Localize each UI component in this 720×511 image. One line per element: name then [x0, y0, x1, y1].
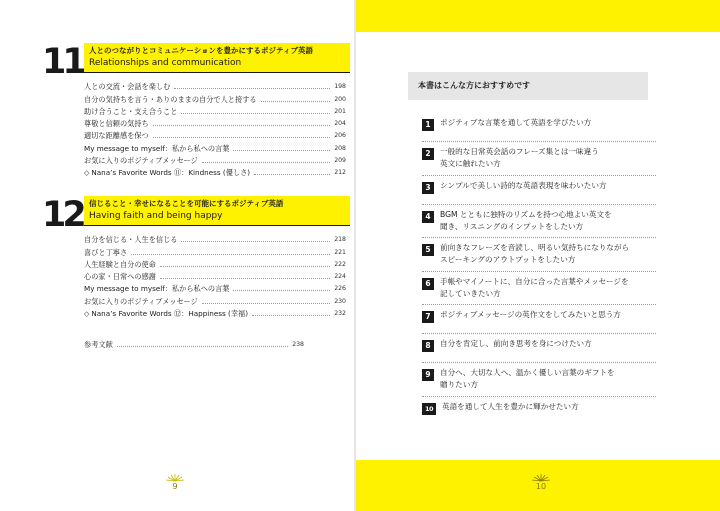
- toc-entry-page: 218: [334, 236, 346, 244]
- toc-entry[interactable]: [84, 141, 346, 153]
- list-item: [422, 142, 656, 176]
- item-text: シンプルで美しい詩的な英語表現を味わいたい方: [440, 180, 607, 190]
- item-number: 7: [422, 311, 434, 323]
- toc-entry-title: My message to myself：私から私への言葉: [84, 284, 230, 294]
- chapter-heading: [84, 43, 350, 73]
- list-item: [422, 363, 656, 397]
- left-page: [0, 0, 354, 511]
- item-number: 9: [422, 369, 434, 381]
- toc-entry-title: 人生経験と自分の使命: [84, 259, 156, 269]
- chapter-number: 12: [42, 195, 83, 235]
- recommendation-list: [422, 113, 656, 426]
- toc-entry-page: 209: [334, 157, 346, 165]
- toc-entry[interactable]: [84, 270, 346, 282]
- leader-dots: [174, 88, 330, 89]
- chapter-title-en: Relationships and communication: [89, 58, 242, 68]
- page-number: 10: [535, 482, 547, 491]
- leader-dots: [233, 150, 330, 151]
- item-number: 2: [422, 148, 434, 160]
- leader-dots: [202, 303, 330, 304]
- sunburst-icon: [529, 472, 553, 482]
- item-text: [440, 367, 615, 391]
- item-number: 1: [422, 119, 434, 131]
- toc-entry-title: 尊敬と信頼の気持ち: [84, 119, 149, 129]
- chapter-title-jp: 信じること・幸せになることを可能にするポジティブ英語: [89, 199, 284, 208]
- item-number: 8: [422, 340, 434, 352]
- item-line-2: 記していきたい方: [440, 288, 501, 298]
- toc-entry-title: 助け合うこと・支え合うこと: [84, 106, 178, 116]
- toc-entry-page: 232: [334, 310, 346, 318]
- leader-dots: [117, 346, 288, 347]
- toc-entry-title: [84, 309, 248, 319]
- chapter-12: [42, 195, 346, 336]
- item-line-2: 聞き、リスニングのインプットをしたい方: [440, 221, 584, 231]
- list-item: [422, 305, 656, 334]
- toc-list: [84, 80, 346, 178]
- item-line-2: 英文に触れたい方: [440, 159, 501, 168]
- recommendation-header: [408, 72, 648, 100]
- recommendation-title: 本書はこんな方におすすめです: [418, 81, 531, 90]
- toc-entry-page: 230: [334, 297, 346, 305]
- toc-entry-title: お気に入りのポジティブメッセージ: [84, 156, 198, 166]
- item-number: 6: [422, 278, 434, 290]
- chapter-title-jp: 人とのつながりとコミュニケーションを豊かにするポジティブ英語: [89, 46, 313, 55]
- toc-entry-title: [84, 168, 250, 178]
- diamond-icon: ◇: [84, 169, 90, 178]
- toc-entry-page: 200: [334, 95, 346, 103]
- toc-entry-title: 心の家・日常への感謝: [84, 272, 156, 282]
- leader-dots: [252, 315, 330, 316]
- leader-dots: [254, 174, 330, 175]
- toc-entry[interactable]: [84, 294, 346, 306]
- item-line-2: 贈りたい方: [440, 380, 478, 389]
- leader-dots: [160, 278, 330, 279]
- toc-entry[interactable]: [84, 129, 346, 141]
- toc-entry-title: 自分の気持ちを言う・ありのままの自分で人と接する: [84, 94, 257, 104]
- page-folio-right: [526, 472, 556, 502]
- toc-entry[interactable]: [84, 105, 346, 117]
- toc-entry-page: 198: [334, 83, 346, 91]
- chapter-title-en: Having faith and being happy: [89, 211, 223, 221]
- item-number: 4: [422, 211, 434, 223]
- list-item: [422, 113, 656, 142]
- toc-entry[interactable]: [84, 154, 346, 166]
- item-text: 英語を通して人生を豊かに輝かせたい方: [442, 401, 579, 411]
- leader-dots: [233, 290, 330, 291]
- toc-entry-page: 204: [334, 120, 346, 128]
- toc-entry-page: 212: [334, 169, 346, 177]
- toc-references[interactable]: [84, 338, 304, 350]
- toc-entry[interactable]: [84, 258, 346, 270]
- toc-entry-title: 自分を信じる・人生を信じる: [84, 235, 178, 245]
- item-text: ポジティブメッセージの英作文をしてみたいと思う方: [440, 310, 621, 319]
- chapter-heading: [84, 196, 350, 226]
- item-text: [440, 276, 629, 300]
- leader-dots: [202, 162, 330, 163]
- toc-entry[interactable]: [84, 117, 346, 129]
- item-text: ポジティブな言葉を通して英語を学びたい方: [440, 118, 592, 127]
- leader-dots: [131, 254, 330, 255]
- toc-entry-page: 226: [334, 285, 346, 293]
- item-line-1: 前向きなフレーズを音読し、明るい気持ちになりながら: [440, 243, 630, 252]
- right-page: [356, 0, 720, 511]
- page-number: 9: [172, 482, 178, 491]
- toc-entry-title: お気に入りのポジティブメッセージ: [84, 296, 198, 306]
- list-item: [422, 272, 656, 306]
- toc-entry[interactable]: [84, 166, 346, 178]
- item-line-1: 自分へ、大切な人へ、温かく優しい言葉のギフトを: [440, 368, 615, 377]
- toc-entry-page: 221: [334, 248, 346, 256]
- yellow-band-top: [356, 0, 720, 32]
- toc-entry[interactable]: [84, 92, 346, 104]
- leader-dots: [181, 241, 330, 242]
- list-item: [422, 238, 656, 272]
- toc-entry-text: Nana’s Favorite Words ⑪：Kindness (優しさ): [91, 168, 251, 178]
- list-item: [422, 176, 656, 205]
- toc-entry[interactable]: [84, 245, 346, 257]
- leader-dots: [153, 137, 330, 138]
- toc-entry-title: 適切な距離感を保つ: [84, 131, 149, 141]
- leader-dots: [153, 125, 330, 126]
- toc-entry-page: 224: [334, 273, 346, 281]
- page-folio-left: [160, 472, 190, 502]
- item-number: 10: [422, 403, 436, 415]
- list-item: [422, 397, 656, 426]
- toc-list: [84, 233, 346, 319]
- toc-entry-page: 208: [334, 144, 346, 152]
- item-text: 自分を肯定し、前向き思考を身につけたい方: [440, 339, 592, 348]
- leader-dots: [261, 101, 331, 102]
- toc-entry[interactable]: [84, 282, 346, 294]
- toc-entry[interactable]: [84, 307, 346, 319]
- item-number: 5: [422, 244, 434, 256]
- list-item: [422, 334, 656, 363]
- chapter-11: [42, 42, 346, 193]
- item-text: [440, 146, 599, 170]
- sunburst-icon: [163, 472, 187, 482]
- toc-entry[interactable]: [84, 233, 346, 245]
- toc-entry-text: Nana’s Favorite Words ⑫：Happiness (幸福): [91, 309, 248, 319]
- item-line-1: 手帳やマイノートに、自分に合った言葉やメッセージを: [440, 276, 629, 286]
- references-page: 238: [292, 341, 304, 349]
- item-line-1: BGM とともに独特のリズムを持つ心地よい英文を: [440, 209, 612, 219]
- list-item: [422, 205, 656, 239]
- leader-dots: [181, 113, 330, 114]
- toc-entry-title: 喜びと丁寧さ: [84, 247, 128, 257]
- toc-entry-page: 201: [334, 107, 346, 115]
- item-number: 3: [422, 182, 434, 194]
- item-line-1: 一般的な日常英会話のフレーズ集とは一味違う: [440, 147, 599, 156]
- chapter-number: 11: [42, 42, 83, 82]
- diamond-icon: ◇: [84, 310, 90, 319]
- toc-entry-page: 222: [334, 260, 346, 268]
- item-text: [440, 242, 629, 266]
- toc-entry[interactable]: [84, 80, 346, 92]
- item-text: [440, 209, 612, 233]
- toc-entry-title: 人との交流・会話を楽しむ: [84, 82, 171, 92]
- references-title: 参考文献: [84, 340, 113, 350]
- toc-entry-title: My message to myself：私から私への言葉: [84, 143, 230, 153]
- toc-entry-page: 206: [334, 132, 346, 140]
- leader-dots: [160, 266, 330, 267]
- item-line-2: スピーキングのアウトプットをしたい方: [440, 255, 576, 264]
